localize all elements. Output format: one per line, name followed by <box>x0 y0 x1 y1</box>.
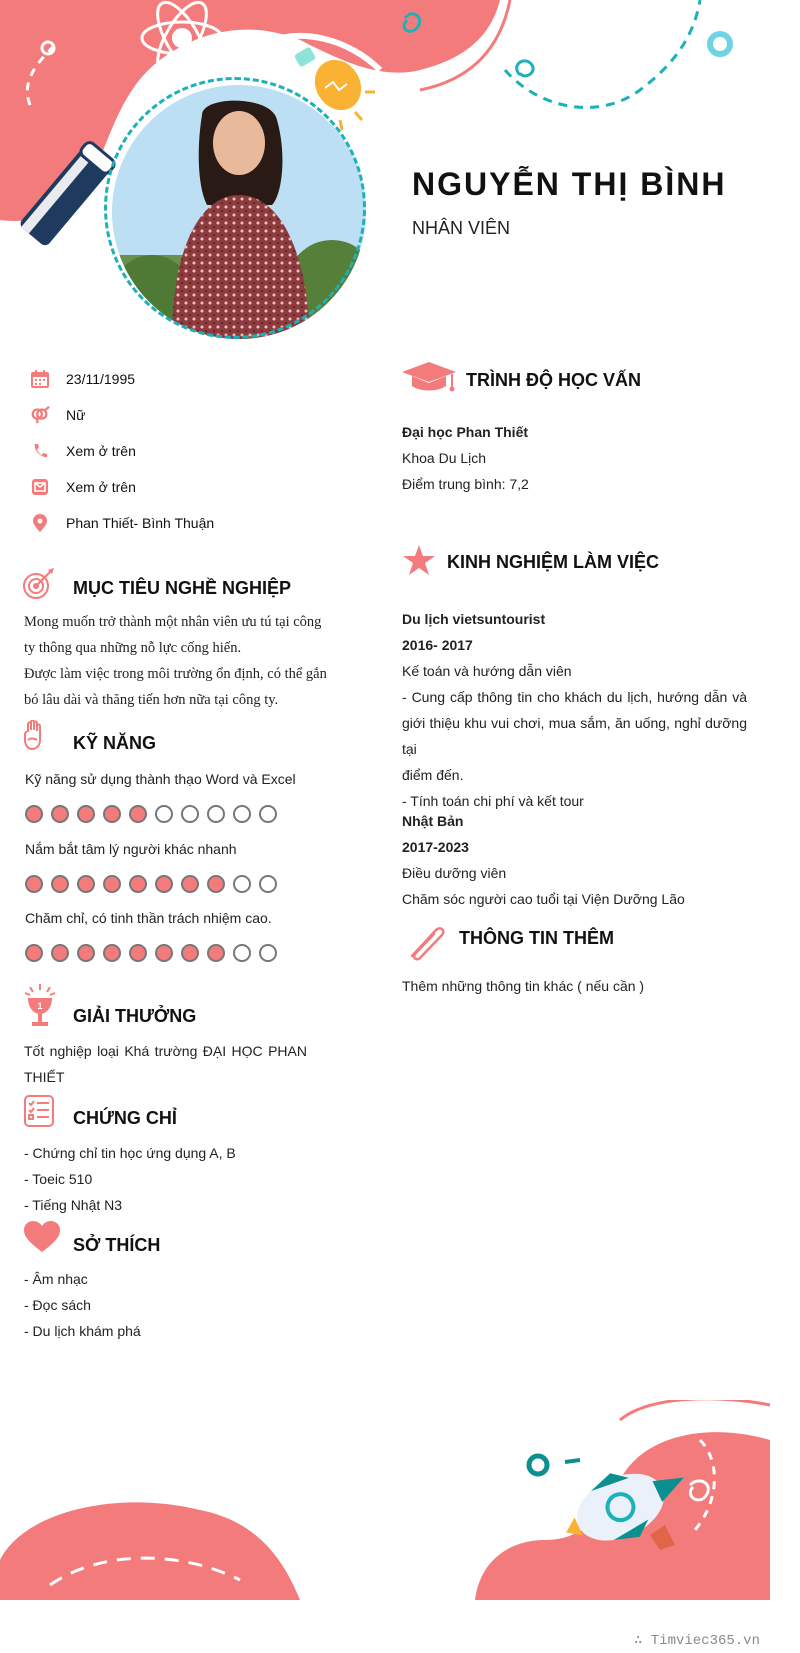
job-period: 2017-2023 <box>402 839 469 855</box>
education-details <box>402 419 529 497</box>
rating-dot-filled <box>129 805 147 823</box>
rating-dot-filled <box>77 875 95 893</box>
objective-line: Mong muốn trở thành một nhân viên ưu tú tại công <box>24 614 322 630</box>
rating-dot-empty <box>259 805 277 823</box>
skill-label: Kỹ năng sử dụng thành thạo Word và Excel <box>25 771 296 787</box>
email-value: Xem ở trên <box>66 479 136 495</box>
job-desc-line: - Tính toán chi phí và kết tour <box>402 793 584 809</box>
rating-dot-empty <box>181 805 199 823</box>
rating-dot-filled <box>129 944 147 962</box>
skill-label: Chăm chỉ, có tinh thần trách nhiệm cao. <box>25 910 272 926</box>
rating-dot-empty <box>259 875 277 893</box>
rating-dot-empty <box>259 944 277 962</box>
gender-value: Nữ <box>66 407 86 423</box>
job-desc-line: giới thiệu khu vui chơi, mua sắm, ăn uống, nghỉ dưỡng tại <box>402 715 747 757</box>
job-desc-line: - Cung cấp thông tin cho khách du lịch, hướng dẫn và <box>402 689 747 705</box>
rating-dot-filled <box>51 944 69 962</box>
candidate-name: NGUYỄN THỊ BÌNH <box>412 166 727 202</box>
objective-line: bó lâu dài và thăng tiến hơn nữa tại công ty. <box>24 692 279 708</box>
hobby-item: - Đọc sách <box>24 1297 91 1313</box>
phone-value: Xem ở trên <box>66 443 136 459</box>
hobby-item: - Âm nhạc <box>24 1271 88 1287</box>
rating-dot-filled <box>51 875 69 893</box>
heart-icon <box>24 1221 60 1253</box>
job-desc-line: điểm đến. <box>402 767 464 783</box>
hobby-item: - Du lịch khám phá <box>24 1323 141 1339</box>
extra-title: THÔNG TIN THÊM <box>459 928 614 948</box>
skill-rating <box>25 944 277 962</box>
school-name: Đại học Phan Thiết <box>402 424 529 440</box>
awards-text <box>24 1038 307 1090</box>
skills-title: KỸ NĂNG <box>73 733 157 753</box>
email-icon <box>30 477 50 497</box>
star-icon <box>402 545 436 577</box>
objective-text <box>24 609 327 713</box>
job-desc-line: Chăm sóc người cao tuổi tại Viện Dưỡng Lão <box>402 891 685 907</box>
hobbies-list <box>24 1266 141 1344</box>
target-icon <box>22 568 56 600</box>
address-row <box>30 511 214 535</box>
rating-dot-empty <box>207 805 225 823</box>
gender-icon <box>30 405 50 425</box>
gender-row <box>30 403 85 427</box>
rating-dot-filled <box>25 875 43 893</box>
rating-dot-filled <box>25 944 43 962</box>
gpa-value: Điểm trung bình: 7,2 <box>402 476 529 492</box>
hand-icon <box>24 720 46 750</box>
rating-dot-filled <box>103 875 121 893</box>
awards-line: THIẾT <box>24 1069 65 1085</box>
rating-dot-filled <box>207 875 225 893</box>
address-value: Phan Thiết- Bình Thuận <box>66 515 215 531</box>
rating-dot-filled <box>155 875 173 893</box>
job-entry <box>402 606 747 814</box>
certificate-item: - Chứng chỉ tin học ứng dụng A, B <box>24 1145 236 1161</box>
footer-decoration <box>0 1400 800 1653</box>
job-role: Kế toán và hướng dẫn viên <box>402 663 572 679</box>
faculty-name: Khoa Du Lịch <box>402 450 487 466</box>
photo-dashed-ring <box>104 77 366 339</box>
paperclip-icon <box>404 922 448 962</box>
skill-label: Nắm bắt tâm lý người khác nhanh <box>25 841 237 857</box>
checklist-icon <box>24 1095 54 1127</box>
job-role: Điều dưỡng viên <box>402 865 507 881</box>
rating-dot-filled <box>181 944 199 962</box>
calendar-icon <box>30 369 50 389</box>
extra-text: Thêm những thông tin khác ( nếu cần ) <box>402 978 645 994</box>
certificate-item: - Toeic 510 <box>24 1171 93 1187</box>
email-row <box>30 475 136 499</box>
phone-icon <box>30 441 50 461</box>
trophy-icon <box>24 984 56 1028</box>
dob-row <box>30 367 135 391</box>
awards-title: GIẢI THƯỞNG <box>73 1006 197 1026</box>
objective-line: ty thông qua những nỗ lực cống hiến. <box>24 640 242 656</box>
skill-rating <box>25 875 277 893</box>
rating-dot-filled <box>103 944 121 962</box>
rating-dot-filled <box>207 944 225 962</box>
rating-dot-empty <box>233 875 251 893</box>
rating-dot-filled <box>129 875 147 893</box>
experience-title: KINH NGHIỆM LÀM VIỆC <box>447 552 660 572</box>
rating-dot-filled <box>155 944 173 962</box>
rating-dot-filled <box>51 805 69 823</box>
rating-dot-empty <box>233 944 251 962</box>
rating-dot-filled <box>77 805 95 823</box>
education-title: TRÌNH ĐỘ HỌC VẤN <box>466 370 641 390</box>
watermark-text: ∴ Timviec365.vn <box>633 1633 760 1649</box>
rating-dot-empty <box>155 805 173 823</box>
candidate-position: NHÂN VIÊN <box>412 218 511 238</box>
rating-dot-filled <box>25 805 43 823</box>
location-pin-icon <box>30 513 50 533</box>
certificates-list <box>24 1140 236 1218</box>
svg-text:1: 1 <box>37 1001 43 1011</box>
objective-line: Được làm việc trong môi trường ổn định, có thể gắn <box>24 666 327 682</box>
certificates-title: CHỨNG CHỈ <box>73 1108 177 1128</box>
job-entry <box>402 808 747 912</box>
rating-dot-filled <box>77 944 95 962</box>
dob-value: 23/11/1995 <box>66 371 136 387</box>
job-company: Nhật Bản <box>402 813 464 829</box>
hobbies-title: SỞ THÍCH <box>73 1235 161 1255</box>
rating-dot-filled <box>103 805 121 823</box>
skill-rating <box>25 805 277 823</box>
rating-dot-filled <box>181 875 199 893</box>
certificate-item: - Tiếng Nhật N3 <box>24 1197 123 1213</box>
rating-dot-empty <box>233 805 251 823</box>
job-company: Du lịch vietsuntourist <box>402 611 546 627</box>
graduation-cap-icon <box>402 362 456 394</box>
awards-line: Tốt nghiệp loại Khá trường ĐẠI HỌC PHAN <box>24 1043 307 1059</box>
phone-row <box>30 439 136 463</box>
objective-title: MỤC TIÊU NGHỀ NGHIỆP <box>73 578 292 598</box>
job-period: 2016- 2017 <box>402 637 473 653</box>
